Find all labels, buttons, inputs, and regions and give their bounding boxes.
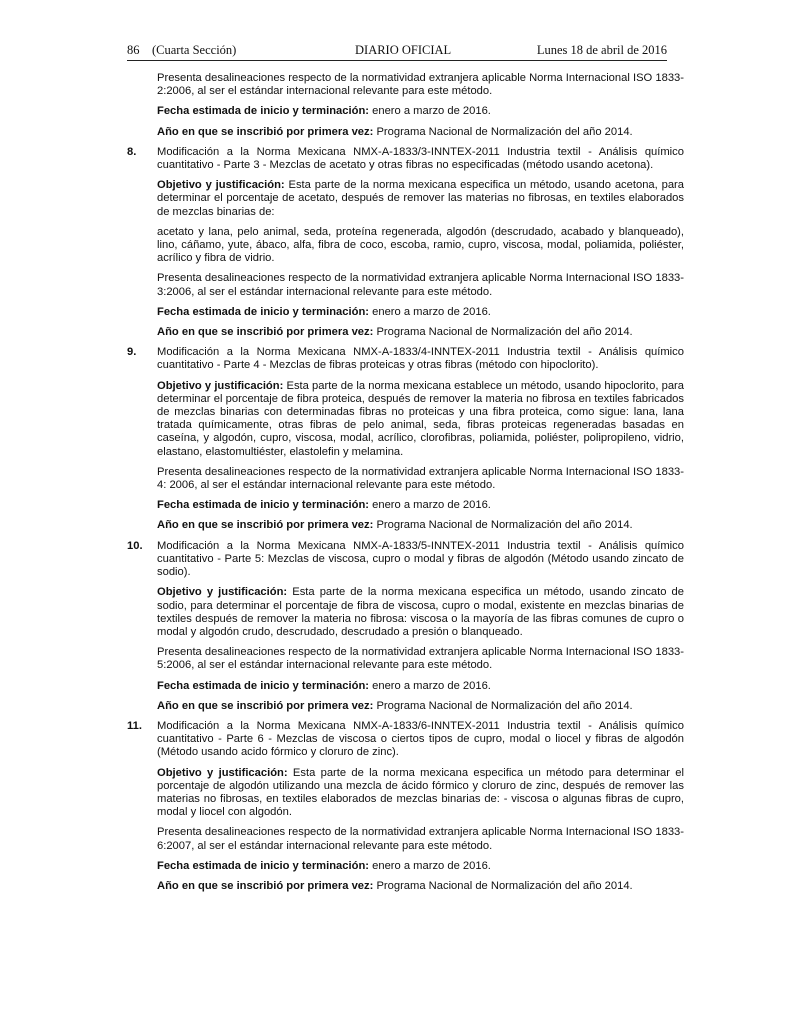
fecha-value: enero a marzo de 2016. [369,499,491,512]
objetivo-paragraph [157,179,684,219]
list-item [127,539,684,580]
anio-label: Año en que se inscribió por primera vez: [157,326,374,339]
anio-value: Programa Nacional de Normalización del año 2014. [373,326,633,339]
header-rule [127,60,667,61]
anio-value: Programa Nacional de Normalización del año 2014. [373,699,633,712]
item-title: Modificación a la Norma Mexicana NMX-A-1833/4-INNTEX-2011 Industria textil - Análisis químico cuantitativo - Parte 4 - Mezclas de fibras proteicas y otras fibras (método con hipoclorito). [157,346,684,372]
fecha-label: Fecha estimada de inicio y terminación: [157,305,370,318]
anio-label: Año en que se inscribió por primera vez: [157,699,374,712]
anio-value: Programa Nacional de Normalización del año 2014. [373,125,633,138]
item-title: Modificación a la Norma Mexicana NMX-A-1833/5-INNTEX-2011 Industria textil - Análisis químico cuantitativo - Parte 5: Mezclas de viscosa, cupro o modal y fibras de algodón (Método usando zincato de sodio). [157,539,684,579]
list-item [127,346,684,372]
anio-paragraph [157,326,684,339]
fiber-list-paragraph: acetato y lana, pelo animal, seda, proteína regenerada, algodón (descrudado, acabado y blanqueado), lino, cáñamo, yute, ábaco, alfa, fibra de coco, escoba, ramio, cupro, viscosa, modal, poliamida, poliéster, acrílico y fibra de vidrio. [157,225,684,265]
publication-title: DIARIO OFICIAL [355,43,452,57]
fecha-paragraph [157,306,684,319]
fecha-value: enero a marzo de 2016. [369,859,491,872]
item-title: Modificación a la Norma Mexicana NMX-A-1833/6-INNTEX-2011 Industria textil - Análisis químico cuantitativo - Parte 6 - Mezclas de viscosa o ciertos tipos de cupro, modal o liocel y fibras de algodón (Método usando acido fórmico y cloruro de zinc). [157,719,684,759]
anio-label: Año en que se inscribió por primera vez: [157,879,374,892]
fecha-value: enero a marzo de 2016. [369,105,491,118]
objetivo-text: Esta parte de la norma mexicana establece un método, usando hipoclorito, para determinar el porcentaje de fibra proteica, después de remover la materia no fibrosa en textiles fabricados de mezclas binarias con determinadas fibras no proteicas y una fibra proteica, como sigue: lana, lana tratada químicamente, otras fibras de pelo animal, seda, fibras proteicas regeneradas basadas en caseína, y algodón, cupro, viscosa, modal, acrílico, clorofibras, poliamida, poliéster, polipropileno, vidrio, elastano, elastomultiéster, elastolefin y melamina. [157,379,684,458]
objetivo-label: Objetivo y justificación: [157,586,288,599]
fecha-value: enero a marzo de 2016. [369,679,491,692]
list-item [127,719,684,760]
item-number: 10. [127,539,143,552]
fecha-label: Fecha estimada de inicio y terminación: [157,105,370,118]
anio-label: Año en que se inscribió por primera vez: [157,519,374,532]
anio-paragraph [157,700,684,713]
objetivo-text: Esta parte de la norma mexicana especifica un método, usando zincato de sodio, para determinar el porcentaje de fibra de viscosa, cupro o modal, existente en mezclas binarias de textiles después de remover la materia no fibrosa: viscosa o la mayoría de las fibras comunes de cupro o modal y algodón crudo, descrudado, descrudado a presión o blanqueado. [157,586,684,638]
anio-paragraph [157,880,684,893]
fecha-paragraph [157,499,684,512]
objetivo-label: Objetivo y justificación: [157,179,285,192]
page-number: 86 [127,43,140,57]
fecha-value: enero a marzo de 2016. [369,305,491,318]
objetivo-label: Objetivo y justificación: [157,379,284,392]
deviation-paragraph: Presenta desalineaciones respecto de la normatividad extranjera aplicable Norma Internacional ISO 1833-6:2007, al ser el estándar internacional relevante para este método. [157,826,684,852]
objetivo-label: Objetivo y justificación: [157,766,288,779]
anio-value: Programa Nacional de Normalización del año 2014. [373,879,633,892]
list-item [127,145,684,172]
objetivo-text: Esta parte de la norma mexicana especifica un método para determinar el porcentaje de algodón utilizando una mezcla de ácido fórmico y cloruro de zinc, después de remover las materias no fibrosas, en textiles elaborados de mezclas binarias de: - viscosa o algunas fibras de cupro, modal y liocel con algodón. [157,766,684,819]
fecha-label: Fecha estimada de inicio y terminación: [157,679,370,692]
item-number: 8. [127,145,137,158]
item-title: Modificación a la Norma Mexicana NMX-A-1833/3-INNTEX-2011 Industria textil - Análisis químico cuantitativo - Parte 3 - Mezclas de acetato y otras fibras no especificadas (método usando acetona). [157,145,684,172]
anio-value: Programa Nacional de Normalización del año 2014. [373,519,633,532]
anio-paragraph [157,126,684,139]
deviation-paragraph: Presenta desalineaciones respecto de la normatividad extranjera aplicable Norma Internacional ISO 1833-3:2006, al ser el estándar internacional relevante para este método. [157,272,684,298]
fecha-paragraph [157,105,684,118]
anio-paragraph [157,519,684,532]
fecha-label: Fecha estimada de inicio y terminación: [157,859,370,872]
item-number: 11. [127,719,142,732]
anio-label: Año en que se inscribió por primera vez: [157,125,374,138]
objetivo-paragraph [157,380,684,459]
objetivo-paragraph [157,586,684,639]
page-header [127,43,667,59]
fecha-label: Fecha estimada de inicio y terminación: [157,499,370,512]
deviation-paragraph: Presenta desalineaciones respecto de la normatividad extranjera aplicable Norma Internacional ISO 1833- 4: 2006, al ser el estándar internacional relevante para este método. [157,465,684,492]
objetivo-text: Esta parte de la norma mexicana especifica un método, usando acetona, para determinar el porcentaje de acetato, después de remover las materias no fibrosas, en textiles elaborados de mezclas binarias de: [157,179,684,218]
fecha-paragraph [157,680,684,693]
fecha-paragraph [157,860,684,873]
item-number: 9. [127,346,137,359]
page-content [127,72,684,900]
objetivo-paragraph [157,767,684,820]
deviation-paragraph: Presenta desalineaciones respecto de la normatividad extranjera aplicable Norma Internacional ISO 1833-5:2006, al ser el estándar internacional relevante para este método. [157,646,684,672]
header-left [127,43,236,58]
section-label: (Cuarta Sección) [152,43,237,57]
deviation-paragraph: Presenta desalineaciones respecto de la normatividad extranjera aplicable Norma Internacional ISO 1833-2:2006, al ser el estándar internacional relevante para este método. [157,72,684,98]
publication-date: Lunes 18 de abril de 2016 [536,43,667,57]
